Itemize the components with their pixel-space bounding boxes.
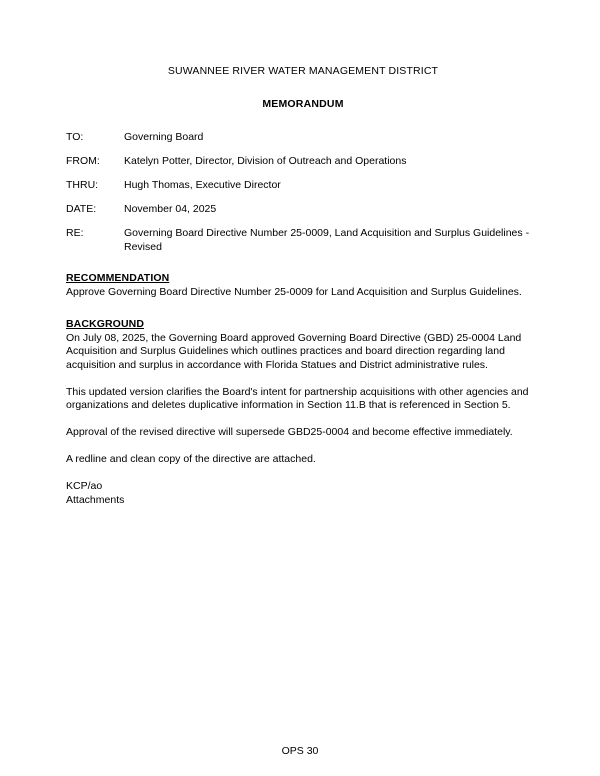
field-row-re [66, 226, 540, 254]
field-label-from: FROM: [66, 155, 100, 167]
background-paragraph: Approval of the revised directive will supersede GBD25-0004 and become effective immediately. [66, 426, 513, 438]
field-label-thru: THRU: [66, 179, 99, 191]
organization-title: SUWANNEE RIVER WATER MANAGEMENT DISTRICT [167, 65, 439, 77]
field-row-thru [66, 178, 540, 192]
memorandum-title: MEMORANDUM [262, 98, 344, 110]
background-paragraph: This updated version clarifies the Board's intent for partnership acquisitions with other agencies and organizations and deletes duplicative information in Section 11.B that is referenced in Section 5. [66, 385, 529, 411]
background-heading: BACKGROUND [66, 317, 144, 330]
memo-content [66, 64, 540, 507]
signoff-initials: KCP/ao [66, 480, 103, 492]
recommendation-heading: RECOMMENDATION [66, 272, 170, 284]
field-row-from [66, 154, 540, 168]
background-section [66, 314, 540, 467]
field-label-date: DATE: [66, 203, 97, 215]
field-value-to: Governing Board [124, 131, 204, 143]
field-value-thru: Hugh Thomas, Executive Director [124, 179, 281, 191]
signoff-block [66, 480, 540, 507]
field-row-to [66, 130, 540, 144]
field-value-re: Governing Board Directive Number 25-0009, Land Acquisition and Surplus Guidelines - Revised [124, 227, 530, 253]
background-paragraph: On July 08, 2025, the Governing Board approved Governing Board Directive (GBD) 25-0004 Land Acquisition and Surplus Guidelines which outlines practices and board direction regarding land acquisition and surplus in accordance with Florida Statues and District administrative rules. [66, 331, 522, 371]
background-paragraph: A redline and clean copy of the directive are attached. [66, 453, 316, 465]
field-label-to: TO: [66, 131, 84, 143]
recommendation-section [66, 268, 540, 300]
field-row-date [66, 202, 540, 216]
memo-header-fields [66, 130, 540, 254]
signoff-attachments: Attachments [66, 493, 125, 506]
recommendation-body: Approve Governing Board Directive Number 25-0009 for Land Acquisition and Surplus Guidelines. [66, 286, 522, 298]
field-value-date: November 04, 2025 [124, 203, 217, 215]
page-footer: OPS 30 [281, 745, 319, 757]
field-label-re: RE: [66, 227, 84, 239]
field-value-from: Katelyn Potter, Director, Division of Outreach and Operations [124, 155, 407, 167]
